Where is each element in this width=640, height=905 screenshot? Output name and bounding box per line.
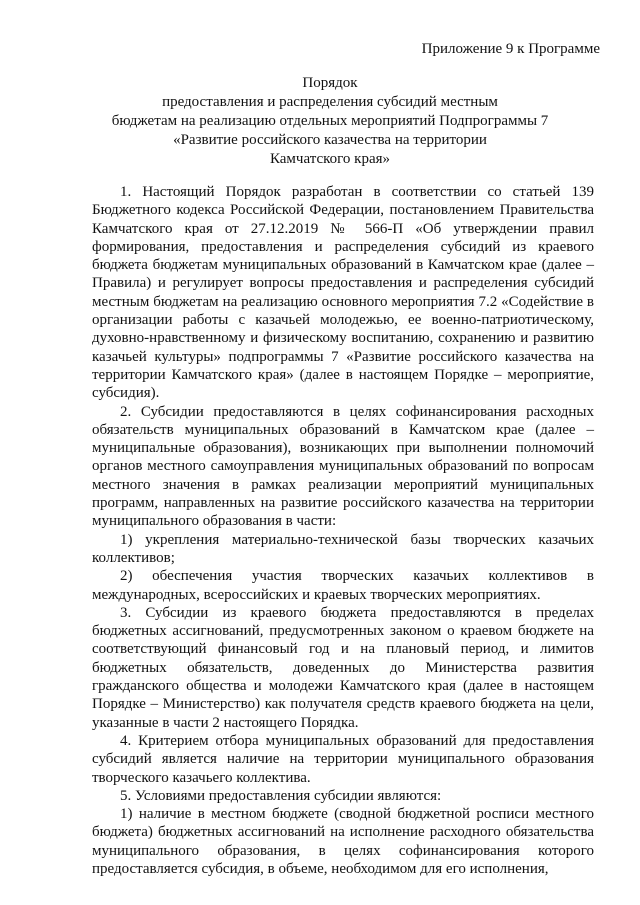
paragraph-5: 5. Условиями предоставления субсидии являются: xyxy=(120,787,442,804)
title-line: предоставления и распределения субсидий местным xyxy=(162,94,498,110)
title-line: Камчатского края» xyxy=(269,151,391,167)
paragraph-4: 4. Критерием отбора муниципальных образований для предоставления субсидий является наличие на территории муниципального образования творческого казачьего коллектива. xyxy=(92,732,594,786)
title-line: Порядок xyxy=(302,75,358,91)
document-title xyxy=(80,74,580,169)
document-body xyxy=(92,183,594,878)
paragraph-1: 1. Настоящий Порядок разработан в соответствии со статьей 139 Бюджетного кодекса Российской Федерации, постановлением Правительства Камчатского края от 27.12.2019 № 566-П «Об утверждении правил формирования, предоставления и распределения субсидий из краевого бюджета бюджетам муниципальных образований в Камчатском крае (далее – Правила) и регулирует вопросы предоставления и распределения субсидий местным бюджетам на реализацию основного мероприятия 7.2 «Содействие в организации работы с казачьей молодежью, ее военно-патриотическому, духовно-нравственному и физическому воспитанию, сохранению и развитию казачьей культуры» подпрограммы 7 «Развитие российского казачества на территории Камчатского края» (далее в настоящем Порядке – мероприятие, субсидия). xyxy=(92,184,594,402)
paragraph-3: 3. Субсидии из краевого бюджета предоставляются в пределах бюджетных ассигнований, предусмотренных законом о краевом бюджете на соответствующий финансовый год и на плановый период, и лимитов бюджетных обязательств, доведенных до Министерства развития гражданского общества и молодежи Камчатского края (далее в настоящем Порядке – Министерство) как получателя средств краевого бюджета на цели, указанные в части 2 настоящего Порядка. xyxy=(92,604,594,731)
title-line: «Развитие российского казачества на территории xyxy=(173,132,487,148)
title-line: бюджетам на реализацию отдельных мероприятий Подпрограммы 7 xyxy=(111,113,549,129)
paragraph-2: 2. Субсидии предоставляются в целях софинансирования расходных обязательств муниципальных образований в Камчатском крае (далее – муниципальные образования), возникающих при выполнении полномочий органов местного самоуправления муниципальных образований по вопросам местного значения в рамках реализации мероприятий муниципальных программ, направленных на развитие российского казачества на территории муниципального образования в части: xyxy=(92,403,594,530)
appendix-label: Приложение 9 к Программе xyxy=(421,41,600,57)
paragraph-2-item-2: 2) обеспечения участия творческих казачьих коллективов в международных, всероссийских и краевых творческих мероприятиях. xyxy=(92,568,594,603)
paragraph-2-item-1: 1) укрепления материально-технической базы творческих казачьих коллективов; xyxy=(92,531,594,566)
paragraph-5-item-1: 1) наличие в местном бюджете (сводной бюджетной росписи местного бюджета) бюджетных ассигнований на исполнение расходного обязательства муниципального образования, в целях софинансирования которого предоставляется субсидия, в объеме, необходимом для его исполнения, xyxy=(92,806,594,877)
